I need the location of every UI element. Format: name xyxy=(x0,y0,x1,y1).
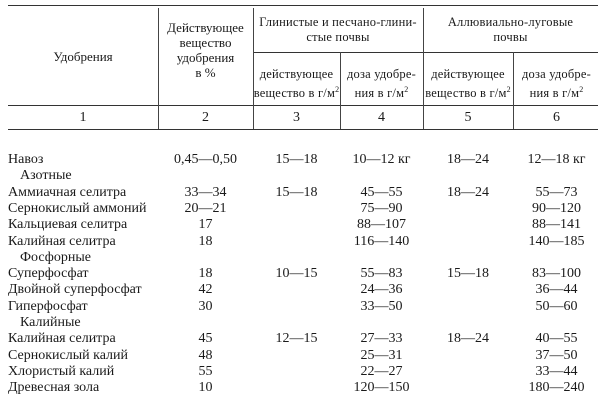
cell-all-dose: 50—60 xyxy=(535,298,578,314)
cell-all-dose: 180—240 xyxy=(528,380,585,396)
cell-clay-active: 15—18 xyxy=(275,184,318,200)
cell-pct: 10 xyxy=(198,380,213,396)
cell-clay-dose: 24—36 xyxy=(360,282,403,298)
superscript: 2 xyxy=(579,85,584,94)
header-line: доза удобре- xyxy=(346,67,416,81)
cell-name: Сернокислый аммоний xyxy=(8,200,147,216)
group-heading-row xyxy=(0,168,600,184)
header-line xyxy=(513,82,600,101)
header-line xyxy=(253,82,340,101)
cell-all-dose: 33—44 xyxy=(535,363,578,379)
table-row xyxy=(0,185,600,201)
header-line: действующее xyxy=(431,67,505,81)
cell-name: Азотные xyxy=(20,168,72,184)
cell-clay-dose: 55—83 xyxy=(360,266,403,282)
cell-all-dose: 37—50 xyxy=(535,347,578,363)
header-clay-soils xyxy=(253,15,423,45)
cell-clay-dose: 10—12 кг xyxy=(352,152,411,167)
cell-clay-dose: 45—55 xyxy=(360,184,403,200)
numbers-bottom-rule xyxy=(8,129,598,130)
cell-all-active: 18—24 xyxy=(447,152,489,167)
header-fertilizers-label: Удобрения xyxy=(53,49,113,64)
header-line: Действующее xyxy=(167,20,244,35)
table-row xyxy=(0,266,600,282)
cell-pct: 18 xyxy=(198,233,213,249)
column-number: 2 xyxy=(202,110,209,125)
cell-all-dose: 40—55 xyxy=(535,331,578,347)
cell-clay-active: 10—15 xyxy=(275,266,318,282)
cell-name: Кальциевая селитра xyxy=(8,217,128,233)
cell-all-active: 18—24 xyxy=(447,331,489,347)
cell-pct: 33—34 xyxy=(184,184,227,200)
header-text: вещество в г/м xyxy=(253,86,336,100)
cell-pct: 20—21 xyxy=(184,200,227,216)
header-text: вещество в г/м xyxy=(425,86,507,100)
cell-clay-active: 15—18 xyxy=(275,152,318,167)
group-heading-row xyxy=(0,315,600,331)
cell-name: Калийная селитра xyxy=(8,331,116,347)
header-line: стые почвы xyxy=(306,30,370,44)
cell-clay-active: 12—15 xyxy=(275,331,318,347)
header-fertilizers xyxy=(8,49,158,64)
table-row xyxy=(0,234,600,250)
header-line: Глинистые и песчано-глини- xyxy=(259,15,417,29)
column-number: 4 xyxy=(378,110,385,125)
cell-pct: 45 xyxy=(198,331,213,347)
cell-clay-dose: 120—150 xyxy=(353,380,410,396)
cell-clay-dose: 75—90 xyxy=(360,200,403,216)
cell-pct: 55 xyxy=(198,363,213,379)
cell-all-dose: 88—141 xyxy=(532,217,581,233)
column-number: 1 xyxy=(79,110,87,125)
column-number: 6 xyxy=(553,110,560,125)
cell-clay-dose: 22—27 xyxy=(360,363,403,379)
cell-all-dose: 83—100 xyxy=(532,266,581,282)
cell-all-active: 15—18 xyxy=(447,266,489,282)
header-line: доза удобре- xyxy=(521,67,591,81)
header-clay-dose xyxy=(340,67,423,101)
header-line: в % xyxy=(195,65,216,80)
cell-clay-dose: 33—50 xyxy=(360,298,403,314)
header-line: вещество xyxy=(179,35,232,50)
header-line: Аллювиально-луговые xyxy=(447,15,574,29)
cell-all-dose: 140—185 xyxy=(528,233,585,249)
cell-name: Древесная зола xyxy=(8,380,100,396)
column-number: 3 xyxy=(293,110,300,125)
group-heading-row xyxy=(0,250,600,266)
cell-all-dose: 90—120 xyxy=(532,200,581,216)
cell-all-active: 18—24 xyxy=(447,184,489,200)
table-row xyxy=(0,299,600,315)
superscript: 2 xyxy=(335,85,340,94)
cell-clay-dose: 88—107 xyxy=(357,217,406,233)
cell-name: Двойной суперфосфат xyxy=(8,282,142,298)
superscript: 2 xyxy=(404,85,409,94)
header-text: ния в г/м xyxy=(354,86,405,100)
header-bottom-rule xyxy=(8,105,598,106)
cell-all-dose: 12—18 кг xyxy=(527,152,586,167)
cell-name: Навоз xyxy=(8,152,44,167)
column-number: 5 xyxy=(464,110,472,125)
header-line: почвы xyxy=(493,30,528,44)
subheader-rule xyxy=(253,52,598,53)
header-alluvial-dose xyxy=(513,67,600,101)
header-text: ния в г/м xyxy=(529,86,580,100)
superscript: 2 xyxy=(506,85,511,94)
cell-name: Аммиачная селитра xyxy=(8,184,127,200)
cell-pct: 18 xyxy=(198,266,213,282)
header-line: удобрения xyxy=(176,50,235,65)
cell-pct: 48 xyxy=(198,347,213,363)
table-row xyxy=(0,282,600,298)
header-alluvial-soils xyxy=(423,15,598,45)
table-row xyxy=(0,331,600,347)
table-row xyxy=(0,217,600,233)
header-active-substance-pct xyxy=(158,20,253,80)
table-row xyxy=(0,380,600,396)
cell-name: Хлористый калий xyxy=(8,363,115,379)
cell-name: Сернокислый калий xyxy=(8,347,129,363)
table-row xyxy=(0,364,600,380)
table-top-rule xyxy=(8,5,598,6)
header-line xyxy=(340,82,423,101)
cell-name: Гиперфосфат xyxy=(8,298,88,314)
cell-pct: 30 xyxy=(198,298,213,314)
cell-pct: 17 xyxy=(198,217,213,233)
cell-all-dose: 36—44 xyxy=(535,282,578,298)
cell-name: Фосфорные xyxy=(20,249,91,265)
cell-clay-dose: 27—33 xyxy=(360,331,403,347)
cell-clay-dose: 116—140 xyxy=(353,233,410,249)
cell-name: Суперфосфат xyxy=(8,266,89,282)
table-row xyxy=(0,201,600,217)
cell-name: Калийные xyxy=(20,315,81,330)
cell-pct: 0,45—0,50 xyxy=(174,152,237,167)
header-clay-active xyxy=(253,67,340,101)
header-line xyxy=(423,82,513,101)
cell-pct: 42 xyxy=(198,282,213,298)
cell-name: Калийная селитра xyxy=(8,233,116,249)
header-line: действующее xyxy=(259,67,334,81)
cell-all-dose: 55—73 xyxy=(535,184,578,200)
table-row xyxy=(0,152,600,168)
table-row xyxy=(0,348,600,364)
cell-clay-dose: 25—31 xyxy=(360,347,403,363)
header-alluvial-active xyxy=(423,67,513,101)
